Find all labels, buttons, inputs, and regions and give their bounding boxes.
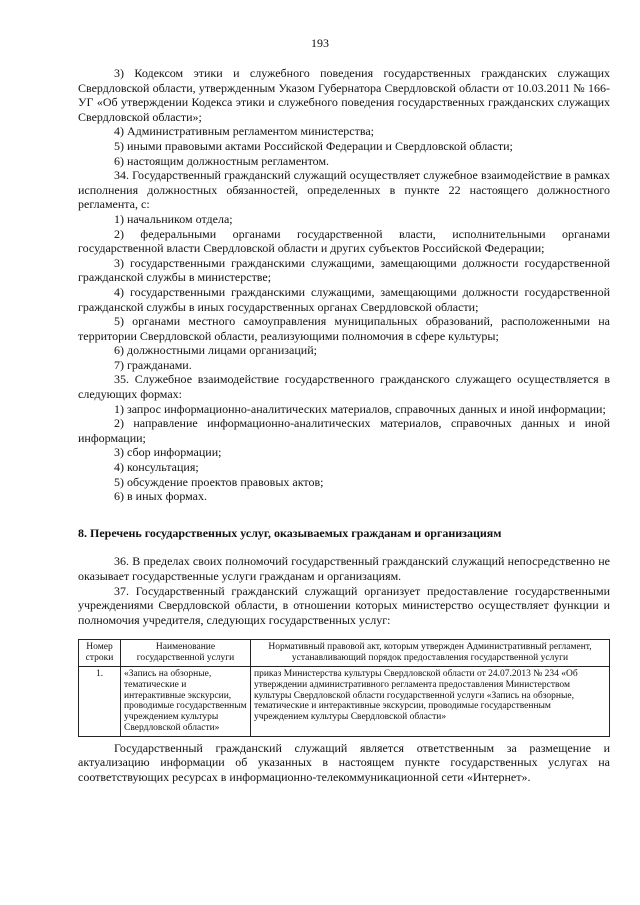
paragraph: 1) запрос информационно-аналитических материалов, справочных данных и иной информации; <box>114 401 606 416</box>
paragraph: 35. Служебное взаимодействие государственного гражданского служащего осуществляется в следующих формах: <box>78 372 610 402</box>
paragraph: 4) консультация; <box>114 460 199 475</box>
paragraph: 6) настоящим должностным регламентом. <box>114 153 330 168</box>
header-service-name: Наименование государственной услуги <box>121 640 251 667</box>
paragraph: 3) Кодексом этики и служебного поведения государственных гражданских служащих Свердловской области, утвержденным Указом Губернатора Свердловской области от 10.03.2011 № 166-УГ «Об утверждении Кодекса этики и служебного поведения государственных гражданских служащих Свердловской области»; <box>78 66 610 124</box>
cell-row-number: 1. <box>79 666 121 736</box>
services-table <box>78 639 610 736</box>
paragraph: 34. Государственный гражданский служащий осуществляет служебное взаимодействие в рамках исполнения должностных обязанностей, определенных в пункте 22 настоящего должностного регламента, с: <box>78 168 610 212</box>
paragraph: 4) Административным регламентом министерства; <box>114 124 375 139</box>
header-row-number: Номер строки <box>79 640 121 667</box>
table-header-row <box>79 640 610 667</box>
table-row <box>79 666 610 736</box>
page-number: 193 <box>311 36 329 50</box>
paragraph: 3) государственными гражданскими служащими, замещающими должности государственной гражданской службы в министерстве; <box>78 255 610 285</box>
closing-paragraph: Государственный гражданский служащий является ответственным за размещение и актуализацию информации об указанных в настоящем пункте государственных услугах на соответствующих ресурсах в информационно-телекоммуникационной сети «Интернет». <box>78 740 610 784</box>
paragraph: 5) обсуждение проектов правовых актов; <box>114 474 324 489</box>
paragraph: 5) иными правовыми актами Российской Федерации и Свердловской области; <box>114 138 513 153</box>
paragraph: 37. Государственный гражданский служащий организует предоставление государственными учреждениями Свердловской области, в отношении которых министерство осуществляет функции и полномочия учредителя, следующих государственных услуг: <box>78 583 610 627</box>
paragraph: 6) должностными лицами организаций; <box>114 343 317 358</box>
cell-legal-act: приказ Министерства культуры Свердловской области от 24.07.2013 № 234 «Об утверждении административного регламента предоставления Министерством культуры Свердловской области государственной услуги «Запись на обзорные, тематические и интерактивные экскурсии, проводимые государственным учреждением культуры Свердловской области» <box>251 666 610 736</box>
paragraph: 3) сбор информации; <box>114 445 222 460</box>
paragraph-group-a <box>78 66 610 504</box>
paragraph: 7) гражданами. <box>114 357 192 372</box>
paragraph-group-b <box>78 554 610 627</box>
paragraph: 36. В пределах своих полномочий государственный гражданский служащий непосредственно не оказывает государственные услуги гражданам и организациям. <box>78 554 610 583</box>
paragraph: 1) начальником отдела; <box>114 211 233 226</box>
paragraph: 2) федеральными органами государственной власти, исполнительными органами государственной власти Свердловской области и других субъектов Российской Федерации; <box>78 226 610 256</box>
cell-service-name: «Запись на обзорные, тематические и интерактивные экскурсии, проводимые государственным учреждением культуры Свердловской области» <box>121 666 251 736</box>
paragraph: 5) органами местного самоуправления муниципальных образований, расположенными на территории Свердловской области, реализующими полномочия в сфере культуры; <box>78 314 610 343</box>
header-legal-act: Нормативный правовой акт, которым утвержден Административный регламент, устанавливающий порядок предоставления государственной услуги <box>251 640 610 667</box>
document-body <box>78 66 610 785</box>
paragraph: 6) в иных формах. <box>114 489 207 504</box>
paragraph: 2) направление информационно-аналитических материалов, справочных данных и иной информации; <box>78 416 610 445</box>
paragraph: 4) государственными гражданскими служащими, замещающими должности государственной гражданской службы в иных государственных органах Свердловской области; <box>78 284 610 314</box>
section-heading: 8. Перечень государственных услуг, оказываемых гражданам и организациям <box>78 525 502 540</box>
